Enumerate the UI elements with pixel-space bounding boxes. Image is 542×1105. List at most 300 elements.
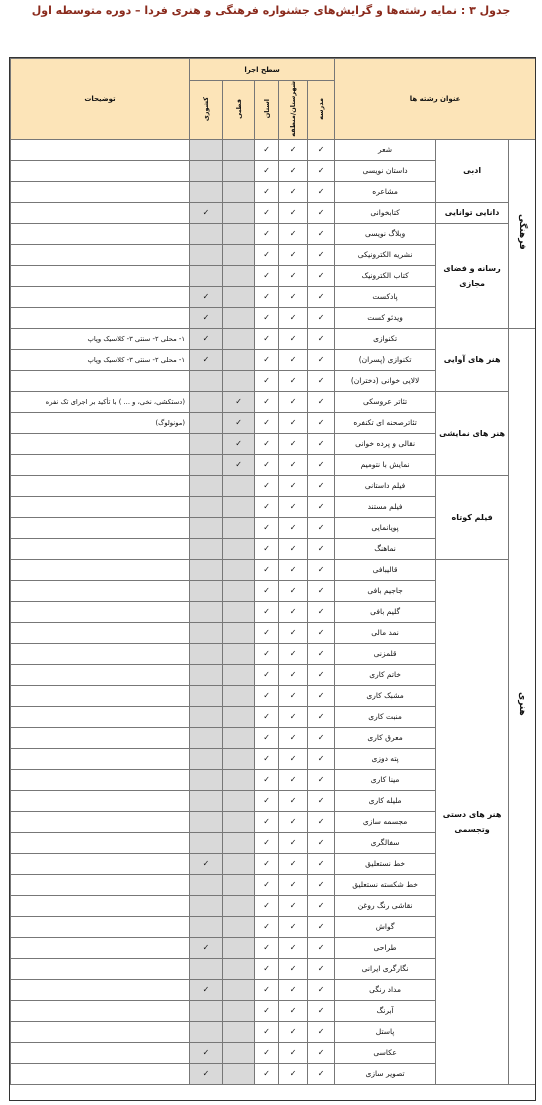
check-regional	[223, 517, 255, 538]
field-name: داستان نویسی	[335, 160, 436, 181]
check-school: ✓	[308, 139, 335, 160]
field-name: کتابخوانی	[335, 202, 436, 223]
field-name: خط نستعلیق	[335, 853, 436, 874]
check-national	[190, 643, 223, 664]
check-national	[190, 706, 223, 727]
check-regional	[223, 265, 255, 286]
check-regional	[223, 685, 255, 706]
check-school: ✓	[308, 412, 335, 433]
check-city: ✓	[279, 895, 308, 916]
check-province: ✓	[255, 244, 279, 265]
check-regional	[223, 622, 255, 643]
check-regional: ✓	[223, 412, 255, 433]
notes-cell	[11, 895, 190, 916]
table-row	[11, 475, 536, 496]
check-city: ✓	[279, 685, 308, 706]
notes-cell	[11, 937, 190, 958]
field-name: منبت کاری	[335, 706, 436, 727]
field-name: ملیله کاری	[335, 790, 436, 811]
check-school: ✓	[308, 622, 335, 643]
check-regional	[223, 1021, 255, 1042]
check-city: ✓	[279, 307, 308, 328]
check-regional	[223, 1000, 255, 1021]
notes-cell	[11, 244, 190, 265]
check-national: ✓	[190, 937, 223, 958]
check-national	[190, 517, 223, 538]
notes-cell	[11, 979, 190, 1000]
check-city: ✓	[279, 160, 308, 181]
check-national	[190, 244, 223, 265]
check-national	[190, 391, 223, 412]
check-regional	[223, 370, 255, 391]
check-province: ✓	[255, 1021, 279, 1042]
notes-cell	[11, 265, 190, 286]
notes-cell	[11, 307, 190, 328]
check-national: ✓	[190, 979, 223, 1000]
check-city: ✓	[279, 496, 308, 517]
check-regional	[223, 832, 255, 853]
field-name: مینا کاری	[335, 769, 436, 790]
field-name: نمایش با نتومیم	[335, 454, 436, 475]
check-national	[190, 538, 223, 559]
check-regional	[223, 874, 255, 895]
check-regional	[223, 475, 255, 496]
group-label: رسانه و فضای مجازی	[436, 223, 509, 328]
check-school: ✓	[308, 643, 335, 664]
check-school: ✓	[308, 706, 335, 727]
check-city: ✓	[279, 727, 308, 748]
check-province: ✓	[255, 580, 279, 601]
notes-cell	[11, 664, 190, 685]
notes-cell	[11, 832, 190, 853]
check-province: ✓	[255, 706, 279, 727]
check-province: ✓	[255, 811, 279, 832]
check-national	[190, 181, 223, 202]
group-label: هنر های نمایشی	[436, 391, 509, 475]
check-national	[190, 748, 223, 769]
check-province: ✓	[255, 349, 279, 370]
check-school: ✓	[308, 496, 335, 517]
check-school: ✓	[308, 1042, 335, 1063]
check-city: ✓	[279, 580, 308, 601]
check-regional	[223, 223, 255, 244]
check-school: ✓	[308, 916, 335, 937]
notes-cell	[11, 139, 190, 160]
notes-cell	[11, 1000, 190, 1021]
check-city: ✓	[279, 286, 308, 307]
group-label: فیلم کوتاه	[436, 475, 509, 559]
field-name: نمد مالی	[335, 622, 436, 643]
check-school: ✓	[308, 895, 335, 916]
check-city: ✓	[279, 748, 308, 769]
check-regional	[223, 958, 255, 979]
notes-cell	[11, 538, 190, 559]
check-national	[190, 874, 223, 895]
notes-cell	[11, 517, 190, 538]
notes-cell	[11, 958, 190, 979]
check-city: ✓	[279, 223, 308, 244]
header-national: کشوری	[190, 81, 223, 140]
notes-cell	[11, 580, 190, 601]
check-school: ✓	[308, 328, 335, 349]
field-name: معرق کاری	[335, 727, 436, 748]
section-label: هنری	[509, 328, 536, 1084]
notes-cell	[11, 685, 190, 706]
check-regional	[223, 580, 255, 601]
check-school: ✓	[308, 811, 335, 832]
check-city: ✓	[279, 454, 308, 475]
check-national: ✓	[190, 286, 223, 307]
group-label: دانایی توانایی	[436, 202, 509, 223]
check-regional	[223, 181, 255, 202]
header-school: مدرسه	[308, 81, 335, 140]
field-name: فیلم مستند	[335, 496, 436, 517]
notes-cell	[11, 790, 190, 811]
check-regional	[223, 160, 255, 181]
check-school: ✓	[308, 1063, 335, 1084]
check-regional: ✓	[223, 454, 255, 475]
check-school: ✓	[308, 265, 335, 286]
field-name: گواش	[335, 916, 436, 937]
check-city: ✓	[279, 538, 308, 559]
field-name: گلیم بافی	[335, 601, 436, 622]
check-city: ✓	[279, 349, 308, 370]
check-province: ✓	[255, 664, 279, 685]
check-school: ✓	[308, 1000, 335, 1021]
check-regional	[223, 790, 255, 811]
check-regional	[223, 496, 255, 517]
check-province: ✓	[255, 454, 279, 475]
header-level: سطح اجرا	[190, 59, 335, 81]
check-national: ✓	[190, 307, 223, 328]
check-school: ✓	[308, 790, 335, 811]
field-name: مداد رنگی	[335, 979, 436, 1000]
group-label: هنر های دستی وتجسمی	[436, 559, 509, 1084]
notes-cell	[11, 643, 190, 664]
document-title: جدول ۳ : نمایه رشته‌ها و گرایش‌های جشنواره فرهنگی و هنری فردا – دوره متوسطه اول	[31, 4, 511, 17]
notes-cell: ۱- محلی ۲- سنتی ۳- کلاسیک وپاپ	[11, 349, 190, 370]
check-regional	[223, 853, 255, 874]
check-national	[190, 811, 223, 832]
check-regional	[223, 643, 255, 664]
check-province: ✓	[255, 265, 279, 286]
field-name: جاجیم بافی	[335, 580, 436, 601]
check-national: ✓	[190, 349, 223, 370]
header-field-title: عنوان رشته ها	[335, 59, 536, 140]
check-city: ✓	[279, 1000, 308, 1021]
check-regional	[223, 664, 255, 685]
notes-cell	[11, 727, 190, 748]
check-province: ✓	[255, 433, 279, 454]
check-regional	[223, 349, 255, 370]
check-province: ✓	[255, 1000, 279, 1021]
check-province: ✓	[255, 559, 279, 580]
field-name: ویدئو کست	[335, 307, 436, 328]
check-regional: ✓	[223, 433, 255, 454]
notes-cell	[11, 160, 190, 181]
field-name: طراحی	[335, 937, 436, 958]
notes-cell	[11, 1021, 190, 1042]
check-city: ✓	[279, 559, 308, 580]
table-body	[11, 139, 536, 1084]
section-label: فرهنگی	[509, 139, 536, 328]
check-national: ✓	[190, 853, 223, 874]
check-province: ✓	[255, 412, 279, 433]
field-name: مشبک کاری	[335, 685, 436, 706]
check-province: ✓	[255, 769, 279, 790]
check-city: ✓	[279, 328, 308, 349]
check-regional	[223, 601, 255, 622]
check-national	[190, 916, 223, 937]
check-school: ✓	[308, 727, 335, 748]
field-name: نقالی و پرده خوانی	[335, 433, 436, 454]
check-school: ✓	[308, 685, 335, 706]
check-school: ✓	[308, 979, 335, 1000]
check-province: ✓	[255, 181, 279, 202]
check-city: ✓	[279, 832, 308, 853]
check-regional	[223, 538, 255, 559]
check-city: ✓	[279, 811, 308, 832]
check-school: ✓	[308, 517, 335, 538]
field-name: قالیبافی	[335, 559, 436, 580]
notes-cell: (مونولوگ)	[11, 412, 190, 433]
field-name: پته دوزی	[335, 748, 436, 769]
field-name: نماهنگ	[335, 538, 436, 559]
check-national	[190, 160, 223, 181]
check-national	[190, 601, 223, 622]
notes-cell	[11, 475, 190, 496]
check-national	[190, 769, 223, 790]
check-province: ✓	[255, 1063, 279, 1084]
field-name: شعر	[335, 139, 436, 160]
check-national	[190, 1021, 223, 1042]
group-label: هنر های آوایی	[436, 328, 509, 391]
field-name: تکنوازی	[335, 328, 436, 349]
check-national	[190, 370, 223, 391]
check-province: ✓	[255, 916, 279, 937]
check-province: ✓	[255, 601, 279, 622]
check-city: ✓	[279, 1042, 308, 1063]
notes-cell	[11, 286, 190, 307]
check-regional	[223, 286, 255, 307]
check-province: ✓	[255, 727, 279, 748]
field-name: تئاتر عروسکی	[335, 391, 436, 412]
table-row	[11, 223, 536, 244]
check-national: ✓	[190, 328, 223, 349]
check-school: ✓	[308, 391, 335, 412]
check-city: ✓	[279, 790, 308, 811]
check-city: ✓	[279, 853, 308, 874]
check-school: ✓	[308, 370, 335, 391]
notes-cell	[11, 181, 190, 202]
check-school: ✓	[308, 160, 335, 181]
check-school: ✓	[308, 1021, 335, 1042]
check-city: ✓	[279, 1063, 308, 1084]
check-city: ✓	[279, 475, 308, 496]
check-city: ✓	[279, 979, 308, 1000]
table-row	[11, 139, 536, 160]
field-name: خط شکسته نستعلیق	[335, 874, 436, 895]
check-school: ✓	[308, 454, 335, 475]
check-regional	[223, 202, 255, 223]
notes-cell	[11, 769, 190, 790]
check-province: ✓	[255, 790, 279, 811]
check-regional	[223, 748, 255, 769]
check-city: ✓	[279, 916, 308, 937]
check-province: ✓	[255, 643, 279, 664]
check-school: ✓	[308, 664, 335, 685]
check-province: ✓	[255, 496, 279, 517]
check-province: ✓	[255, 538, 279, 559]
check-school: ✓	[308, 307, 335, 328]
check-city: ✓	[279, 517, 308, 538]
field-name: فیلم داستانی	[335, 475, 436, 496]
check-city: ✓	[279, 265, 308, 286]
field-name: نگارگری ایرانی	[335, 958, 436, 979]
notes-cell: ۱- محلی ۲- سنتی ۳- کلاسیک وپاپ	[11, 328, 190, 349]
notes-cell	[11, 601, 190, 622]
check-regional	[223, 727, 255, 748]
check-province: ✓	[255, 286, 279, 307]
check-school: ✓	[308, 244, 335, 265]
field-name: عکاسی	[335, 1042, 436, 1063]
field-name: کتاب الکترونیک	[335, 265, 436, 286]
check-school: ✓	[308, 748, 335, 769]
table-row	[11, 328, 536, 349]
check-school: ✓	[308, 832, 335, 853]
check-city: ✓	[279, 391, 308, 412]
check-province: ✓	[255, 748, 279, 769]
check-province: ✓	[255, 223, 279, 244]
notes-cell	[11, 433, 190, 454]
field-name: تکنوازی (پسران)	[335, 349, 436, 370]
notes-cell	[11, 748, 190, 769]
check-city: ✓	[279, 244, 308, 265]
check-national	[190, 139, 223, 160]
check-national	[190, 664, 223, 685]
check-national	[190, 895, 223, 916]
check-city: ✓	[279, 181, 308, 202]
check-province: ✓	[255, 370, 279, 391]
check-national	[190, 454, 223, 475]
check-regional	[223, 559, 255, 580]
check-school: ✓	[308, 853, 335, 874]
table-row	[11, 391, 536, 412]
check-regional	[223, 1042, 255, 1063]
check-province: ✓	[255, 832, 279, 853]
check-regional	[223, 769, 255, 790]
check-national	[190, 790, 223, 811]
check-regional	[223, 139, 255, 160]
check-regional	[223, 328, 255, 349]
field-name: وبلاگ نویسی	[335, 223, 436, 244]
notes-cell	[11, 853, 190, 874]
check-city: ✓	[279, 874, 308, 895]
check-regional	[223, 244, 255, 265]
field-name: پادکست	[335, 286, 436, 307]
field-name: آبرنگ	[335, 1000, 436, 1021]
notes-cell	[11, 454, 190, 475]
check-school: ✓	[308, 223, 335, 244]
check-city: ✓	[279, 202, 308, 223]
field-name: سفالگری	[335, 832, 436, 853]
check-regional: ✓	[223, 391, 255, 412]
check-national	[190, 475, 223, 496]
notes-cell	[11, 1042, 190, 1063]
header-regional: قطبی	[223, 81, 255, 140]
check-school: ✓	[308, 559, 335, 580]
field-name: مشاعره	[335, 181, 436, 202]
check-city: ✓	[279, 601, 308, 622]
notes-cell	[11, 916, 190, 937]
check-regional	[223, 706, 255, 727]
check-national	[190, 622, 223, 643]
check-national	[190, 433, 223, 454]
check-national	[190, 265, 223, 286]
notes-cell	[11, 496, 190, 517]
header-province: استان	[255, 81, 279, 140]
notes-cell	[11, 811, 190, 832]
check-national	[190, 412, 223, 433]
notes-cell	[11, 559, 190, 580]
check-national: ✓	[190, 1063, 223, 1084]
notes-cell: (دستکشی، نخی، و ... ) با تأکید بر اجرای تک نفره	[11, 391, 190, 412]
check-school: ✓	[308, 601, 335, 622]
check-province: ✓	[255, 979, 279, 1000]
festival-fields-table-wrapper	[9, 57, 536, 1101]
check-national: ✓	[190, 202, 223, 223]
check-national	[190, 685, 223, 706]
check-province: ✓	[255, 853, 279, 874]
notes-cell	[11, 223, 190, 244]
check-regional	[223, 895, 255, 916]
group-label: ادبی	[436, 139, 509, 202]
field-name: نشریه الکترونیکی	[335, 244, 436, 265]
check-city: ✓	[279, 643, 308, 664]
field-name: خاتم کاری	[335, 664, 436, 685]
check-province: ✓	[255, 958, 279, 979]
field-name: تصویر سازی	[335, 1063, 436, 1084]
check-province: ✓	[255, 328, 279, 349]
check-school: ✓	[308, 181, 335, 202]
check-national	[190, 1000, 223, 1021]
header-city: شهرستان/منطقه	[279, 81, 308, 140]
check-city: ✓	[279, 433, 308, 454]
check-national	[190, 958, 223, 979]
check-national	[190, 223, 223, 244]
field-name: پویانمایی	[335, 517, 436, 538]
field-name: پاستل	[335, 1021, 436, 1042]
check-national	[190, 832, 223, 853]
notes-cell	[11, 706, 190, 727]
check-province: ✓	[255, 895, 279, 916]
check-school: ✓	[308, 874, 335, 895]
check-city: ✓	[279, 958, 308, 979]
check-province: ✓	[255, 391, 279, 412]
check-province: ✓	[255, 517, 279, 538]
notes-cell	[11, 622, 190, 643]
check-school: ✓	[308, 475, 335, 496]
field-name: قلمزنی	[335, 643, 436, 664]
check-school: ✓	[308, 937, 335, 958]
check-province: ✓	[255, 622, 279, 643]
check-national	[190, 580, 223, 601]
festival-fields-table	[10, 58, 536, 1085]
check-school: ✓	[308, 958, 335, 979]
check-regional	[223, 979, 255, 1000]
check-province: ✓	[255, 139, 279, 160]
check-regional	[223, 307, 255, 328]
